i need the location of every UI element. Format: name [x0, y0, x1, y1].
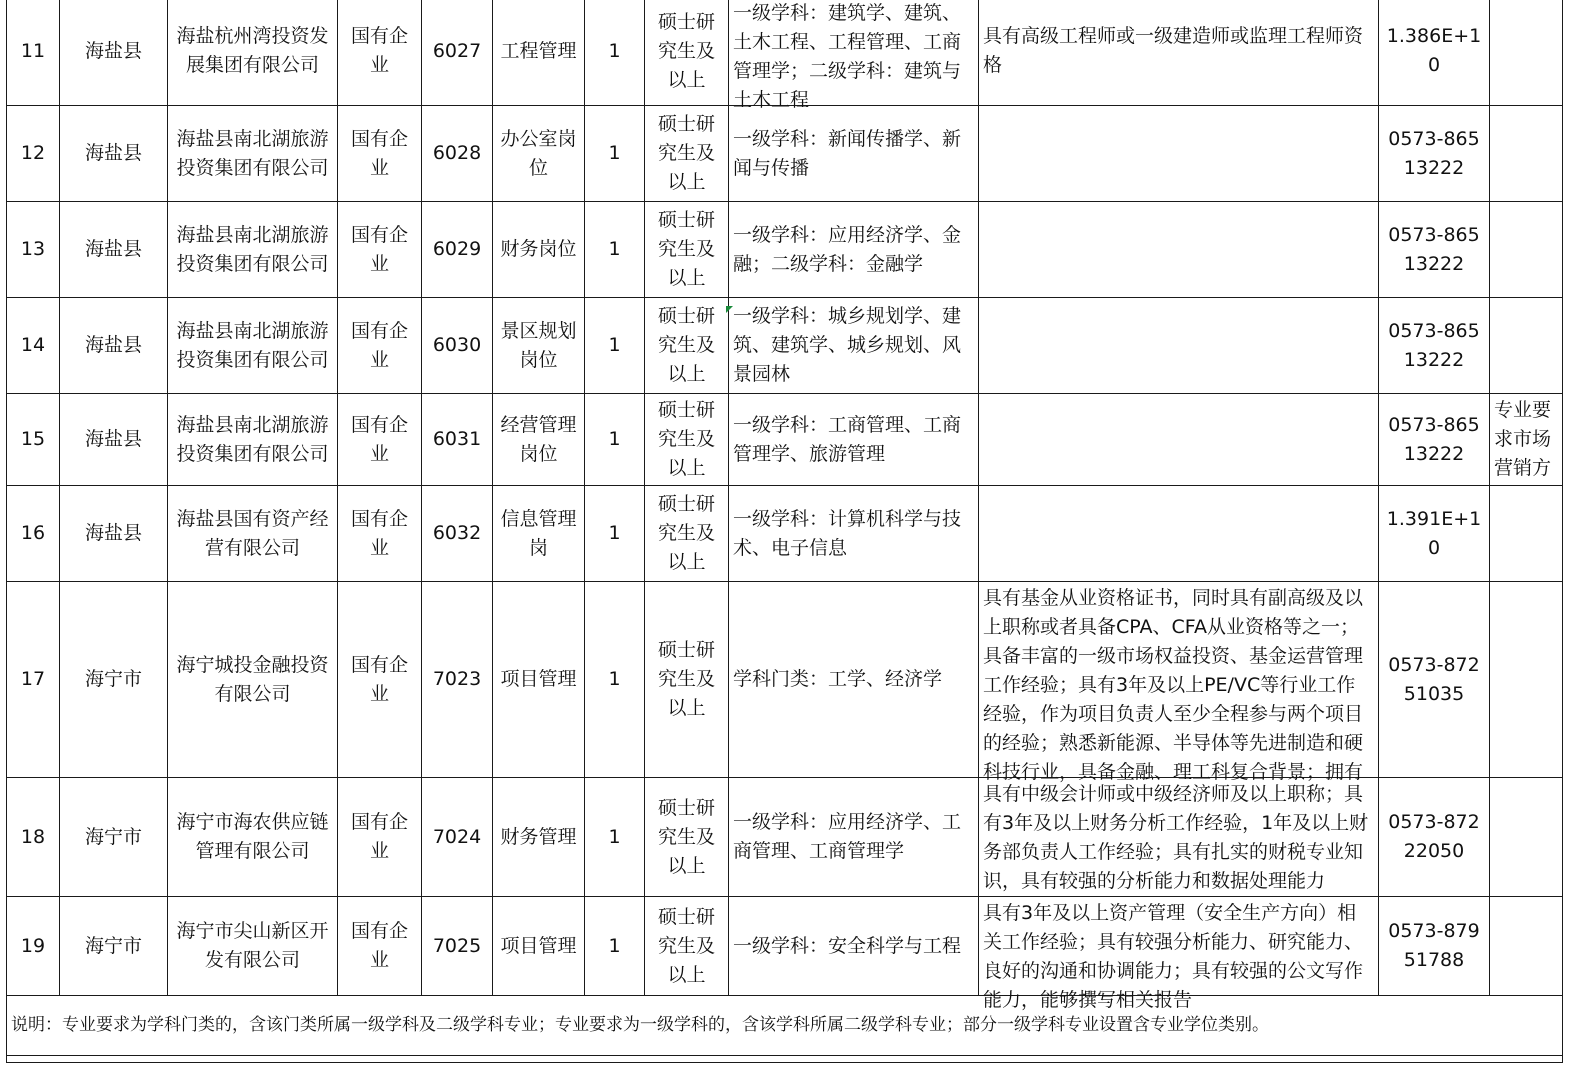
contact-phone-cell-text: 0573-87222050 [1388, 811, 1480, 862]
cell-comment-marker [726, 306, 733, 313]
region-cell-text: 海盐县 [84, 39, 142, 62]
position-name-cell[interactable] [493, 394, 585, 486]
region-cell-text: 海盐县 [84, 428, 142, 450]
company-cell-text: 海盐县南北湖旅游投资集团有限公司 [176, 127, 329, 179]
headcount-cell[interactable] [585, 298, 645, 394]
position-code-cell[interactable] [422, 394, 493, 486]
major-requirement-cell[interactable] [729, 202, 979, 298]
degree-cell-text: 硕士研究生及以上 [657, 399, 715, 479]
degree-cell[interactable] [645, 582, 729, 778]
position-code-cell-text: 6030 [432, 334, 482, 356]
remark-cell[interactable] [1490, 582, 1563, 778]
degree-cell[interactable] [645, 394, 729, 486]
region-cell[interactable] [60, 202, 168, 298]
region-cell[interactable] [60, 106, 168, 202]
company-cell-text: 海盐县南北湖旅游投资集团有限公司 [176, 319, 329, 371]
region-cell[interactable] [60, 582, 168, 778]
headcount-cell-text: 1 [608, 934, 621, 957]
company-cell[interactable] [168, 897, 338, 996]
company-cell-text: 海宁城投金融投资有限公司 [176, 653, 329, 705]
company-cell[interactable] [168, 202, 338, 298]
company-type-cell-text: 国有企业 [350, 223, 408, 275]
position-code-cell[interactable] [422, 106, 493, 202]
contact-phone-cell-text: 0573-87951788 [1388, 920, 1480, 971]
contact-phone-cell[interactable] [1379, 897, 1490, 996]
company-type-cell[interactable] [338, 582, 422, 778]
degree-cell-text: 硕士研究生及以上 [657, 209, 715, 289]
major-requirement-cell[interactable] [729, 778, 979, 897]
headcount-cell[interactable] [585, 897, 645, 996]
company-cell[interactable] [168, 298, 338, 394]
major-requirement-cell[interactable] [729, 582, 979, 778]
degree-cell[interactable] [645, 106, 729, 202]
headcount-cell-text: 1 [608, 522, 621, 544]
company-cell-text: 海盐县南北湖旅游投资集团有限公司 [176, 223, 329, 275]
position-name-cell[interactable] [493, 486, 585, 582]
major-requirement-cell[interactable] [729, 486, 979, 582]
position-code-cell-text: 7025 [432, 934, 482, 957]
company-cell[interactable] [168, 0, 338, 106]
spreadsheet-table [6, 0, 1563, 1063]
other-requirement-cell[interactable] [979, 298, 1379, 394]
row-number-cell[interactable] [7, 394, 60, 486]
position-name-cell[interactable] [493, 202, 585, 298]
remark-cell-text: 专业要求市场营销方 [1494, 399, 1552, 479]
position-name-cell-text: 景区规划岗位 [500, 319, 577, 371]
company-type-cell[interactable] [338, 298, 422, 394]
headcount-cell-text: 1 [608, 825, 621, 848]
position-code-cell[interactable] [422, 486, 493, 582]
row-number-cell[interactable] [7, 106, 60, 202]
contact-phone-cell-text: 0573-86513222 [1388, 319, 1480, 371]
other-requirement-cell[interactable] [979, 202, 1379, 298]
row-number-cell[interactable] [7, 298, 60, 394]
region-cell-text: 海宁市 [84, 825, 142, 848]
degree-cell-text: 硕士研究生及以上 [657, 10, 715, 91]
degree-cell-text: 硕士研究生及以上 [657, 796, 715, 877]
contact-phone-cell[interactable] [1379, 582, 1490, 778]
table-row [7, 298, 1563, 394]
row-number-cell[interactable] [7, 897, 60, 996]
degree-cell-text: 硕士研究生及以上 [657, 493, 715, 573]
remark-cell[interactable] [1490, 486, 1563, 582]
headcount-cell[interactable] [585, 106, 645, 202]
other-requirement-cell[interactable] [979, 778, 1379, 897]
company-cell[interactable] [168, 394, 338, 486]
row-number-cell-text: 14 [20, 334, 46, 356]
headcount-cell[interactable] [585, 582, 645, 778]
row-number-cell-text: 11 [20, 39, 46, 62]
position-name-cell-text: 项目管理 [500, 934, 577, 957]
remark-cell[interactable] [1490, 897, 1563, 996]
major-requirement-cell-text: 一级学科：工商管理、工商管理学、旅游管理 [733, 413, 962, 465]
position-name-cell[interactable] [493, 298, 585, 394]
contact-phone-cell[interactable] [1379, 486, 1490, 582]
company-type-cell[interactable] [338, 897, 422, 996]
company-cell-text: 海宁市海农供应链管理有限公司 [176, 811, 329, 862]
contact-phone-cell-text: 0573-86513222 [1388, 127, 1480, 179]
region-cell-text: 海盐县 [84, 238, 142, 260]
contact-phone-cell-text: 0573-86513222 [1388, 223, 1480, 275]
remark-cell[interactable] [1490, 106, 1563, 202]
note-row [7, 996, 1563, 1056]
position-code-cell-text: 7023 [432, 668, 482, 690]
company-cell[interactable] [168, 778, 338, 897]
region-cell[interactable] [60, 778, 168, 897]
contact-phone-cell-text: 1.386E+10 [1386, 25, 1482, 76]
company-type-cell-text: 国有企业 [350, 811, 408, 862]
remark-cell[interactable] [1490, 202, 1563, 298]
contact-phone-cell[interactable] [1379, 106, 1490, 202]
major-requirement-cell-text: 一级学科：计算机科学与技术、电子信息 [733, 507, 962, 559]
row-number-cell-text: 17 [20, 668, 46, 690]
company-cell[interactable] [168, 486, 338, 582]
company-type-cell[interactable] [338, 106, 422, 202]
major-requirement-cell-text: 一级学科：建筑学、建筑、土木工程、工程管理、工商管理学；二级学科：建筑与土木工程 [733, 1, 962, 111]
headcount-cell[interactable] [585, 0, 645, 106]
major-requirement-cell[interactable] [729, 394, 979, 486]
major-requirement-cell[interactable] [729, 298, 979, 394]
row-number-cell-text: 12 [20, 142, 46, 164]
company-type-cell-text: 国有企业 [350, 127, 408, 179]
table-row [7, 106, 1563, 202]
position-name-cell-text: 信息管理岗 [500, 507, 577, 559]
degree-cell[interactable] [645, 897, 729, 996]
table-row [7, 394, 1563, 486]
major-requirement-cell[interactable] [729, 0, 979, 111]
table-row [7, 778, 1563, 897]
degree-cell[interactable] [645, 0, 729, 106]
row-number-cell[interactable] [7, 486, 60, 582]
degree-cell-text: 硕士研究生及以上 [657, 639, 715, 719]
region-cell-text: 海宁市 [84, 668, 142, 690]
company-type-cell[interactable] [338, 486, 422, 582]
row-number-cell[interactable] [7, 778, 60, 897]
contact-phone-cell[interactable] [1379, 202, 1490, 298]
region-cell-text: 海盐县 [84, 334, 142, 356]
company-cell-text: 海宁市尖山新区开发有限公司 [176, 920, 329, 971]
headcount-cell-text: 1 [608, 142, 621, 164]
remark-cell[interactable] [1490, 394, 1563, 486]
other-requirement-cell[interactable] [979, 0, 1379, 106]
major-requirement-cell-text: 一级学科：应用经济学、工商管理、工商管理学 [733, 811, 962, 862]
position-code-cell-text: 6032 [432, 522, 482, 544]
table-row [7, 202, 1563, 298]
table-body [7, 0, 1563, 1063]
headcount-cell-text: 1 [608, 334, 621, 356]
company-type-cell-text: 国有企业 [350, 319, 408, 371]
remark-cell[interactable] [1490, 298, 1563, 394]
table-row [7, 486, 1563, 582]
position-code-cell[interactable] [422, 0, 493, 106]
contact-phone-cell[interactable] [1379, 778, 1490, 897]
row-number-cell-text: 16 [20, 522, 46, 544]
row-number-cell-text: 13 [20, 238, 46, 260]
company-cell-text: 海盐县南北湖旅游投资集团有限公司 [176, 413, 329, 465]
company-type-cell-text: 国有企业 [350, 25, 408, 76]
company-type-cell[interactable] [338, 778, 422, 897]
row-number-cell[interactable] [7, 202, 60, 298]
region-cell[interactable] [60, 0, 168, 106]
other-requirement-cell[interactable] [979, 106, 1379, 202]
company-type-cell[interactable] [338, 394, 422, 486]
company-cell-text: 海盐杭州湾投资发展集团有限公司 [176, 25, 329, 76]
other-requirement-cell-text: 具有高级工程师或一级建造师或监理工程师资格 [983, 25, 1364, 76]
position-name-cell-text: 财务管理 [500, 825, 577, 848]
degree-cell-text: 硕士研究生及以上 [657, 305, 715, 385]
region-cell-text: 海宁市 [84, 934, 142, 957]
degree-cell[interactable] [645, 778, 729, 897]
degree-cell-text: 硕士研究生及以上 [657, 905, 715, 986]
position-name-cell[interactable] [493, 897, 585, 996]
row-number-cell-text: 15 [20, 428, 46, 450]
headcount-cell[interactable] [585, 486, 645, 582]
region-cell-text: 海盐县 [84, 142, 142, 164]
position-code-cell[interactable] [422, 582, 493, 778]
note-text[interactable]: 说明：专业要求为学科门类的，含该门类所属一级学科及二级学科专业；专业要求为一级学科的，含该学科所属二级学科专业；部分一级学科专业设置含专业学位类别。 [7, 996, 1563, 1056]
major-requirement-cell-text: 一级学科：城乡规划学、建筑、建筑学、城乡规划、风景园林 [733, 305, 962, 385]
degree-cell[interactable] [645, 486, 729, 582]
position-name-cell-text: 经营管理岗位 [500, 413, 577, 465]
position-code-cell[interactable] [422, 202, 493, 298]
major-requirement-cell-text: 学科门类：工学、经济学 [733, 668, 943, 690]
contact-phone-cell-text: 0573-87251035 [1388, 653, 1480, 705]
region-cell[interactable] [60, 298, 168, 394]
major-requirement-cell[interactable] [729, 106, 979, 202]
region-cell-text: 海盐县 [84, 522, 142, 544]
contact-phone-cell[interactable] [1379, 298, 1490, 394]
other-requirement-cell-text: 具有基金从业资格证书，同时具有副高级及以上职称或者具备CPA、CFA从业资格等之一；具备丰富的一级市场权益投资、基金运营管理工作经验；具有3年及以上PE/VC等行业工作经验，作为项目负责人至少全程参与两个项目的经验；熟悉新能源、半导体等先进制造和硬科技行业，具备金融、理工科复合背景；拥有 [983, 586, 1364, 783]
headcount-cell[interactable] [585, 394, 645, 486]
table-row [7, 0, 1563, 106]
position-name-cell-text: 办公室岗位 [500, 127, 577, 179]
position-name-cell[interactable] [493, 582, 585, 778]
headcount-cell-text: 1 [608, 668, 621, 690]
company-type-cell-text: 国有企业 [350, 653, 408, 705]
degree-cell-text: 硕士研究生及以上 [657, 113, 715, 193]
position-name-cell-text: 项目管理 [500, 668, 577, 690]
company-cell-text: 海盐县国有资产经营有限公司 [176, 507, 329, 559]
position-code-cell-text: 7024 [432, 825, 482, 848]
region-cell[interactable] [60, 486, 168, 582]
company-type-cell[interactable] [338, 0, 422, 106]
table-row [7, 897, 1563, 996]
remark-cell[interactable] [1490, 0, 1563, 106]
company-cell[interactable] [168, 582, 338, 778]
company-cell[interactable] [168, 106, 338, 202]
company-type-cell[interactable] [338, 202, 422, 298]
major-requirement-cell-text: 一级学科：应用经济学、金融；二级学科：金融学 [733, 223, 962, 275]
position-code-cell-text: 6029 [432, 238, 482, 260]
other-requirement-cell[interactable] [979, 582, 1379, 783]
company-type-cell-text: 国有企业 [350, 413, 408, 465]
row-number-cell[interactable] [7, 582, 60, 778]
position-code-cell-text: 6027 [432, 39, 482, 62]
position-code-cell[interactable] [422, 897, 493, 996]
headcount-cell-text: 1 [608, 238, 621, 260]
other-requirement-cell-text: 具有中级会计师或中级经济师及以上职称；具有3年及以上财务分析工作经验，1年及以上财务部负责人工作经验；具有扎实的财税专业知识，具有较强的分析能力和数据处理能力 [983, 782, 1369, 892]
other-requirement-cell[interactable] [979, 897, 1379, 1011]
company-type-cell-text: 国有企业 [350, 920, 408, 971]
region-cell[interactable] [60, 897, 168, 996]
headcount-cell-text: 1 [608, 428, 621, 450]
major-requirement-cell-text: 一级学科：新闻传播学、新闻与传播 [733, 127, 962, 179]
position-code-cell[interactable] [422, 778, 493, 897]
remark-cell[interactable] [1490, 778, 1563, 897]
position-code-cell-text: 6028 [432, 142, 482, 164]
degree-cell[interactable] [645, 298, 729, 394]
table-row [7, 582, 1563, 778]
major-requirement-cell-text: 一级学科：安全科学与工程 [733, 934, 962, 957]
contact-phone-cell[interactable] [1379, 0, 1490, 106]
degree-cell[interactable] [645, 202, 729, 298]
position-code-cell[interactable] [422, 298, 493, 394]
other-requirement-cell[interactable] [979, 394, 1379, 486]
table-bottom-border [7, 1056, 1563, 1063]
position-name-cell[interactable] [493, 0, 585, 106]
contact-phone-cell-text: 1.391E+10 [1386, 507, 1482, 559]
row-number-cell[interactable] [7, 0, 60, 106]
position-name-cell-text: 工程管理 [500, 39, 577, 62]
other-requirement-cell[interactable] [979, 486, 1379, 582]
headcount-cell-text: 1 [608, 39, 621, 62]
major-requirement-cell[interactable] [729, 897, 979, 996]
row-number-cell-text: 18 [20, 825, 46, 848]
headcount-cell[interactable] [585, 202, 645, 298]
position-name-cell-text: 财务岗位 [500, 238, 577, 260]
contact-phone-cell-text: 0573-86513222 [1388, 413, 1480, 465]
contact-phone-cell[interactable] [1379, 394, 1490, 486]
row-number-cell-text: 19 [20, 934, 46, 957]
region-cell[interactable] [60, 394, 168, 486]
position-code-cell-text: 6031 [432, 428, 482, 450]
position-name-cell[interactable] [493, 778, 585, 897]
other-requirement-cell-text: 具有3年及以上资产管理（安全生产方向）相关工作经验；具有较强分析能力、研究能力、良好的沟通和协调能力；具有较强的公文写作能力，能够撰写相关报告 [983, 901, 1364, 1011]
headcount-cell[interactable] [585, 778, 645, 897]
company-type-cell-text: 国有企业 [350, 507, 408, 559]
position-name-cell[interactable] [493, 106, 585, 202]
